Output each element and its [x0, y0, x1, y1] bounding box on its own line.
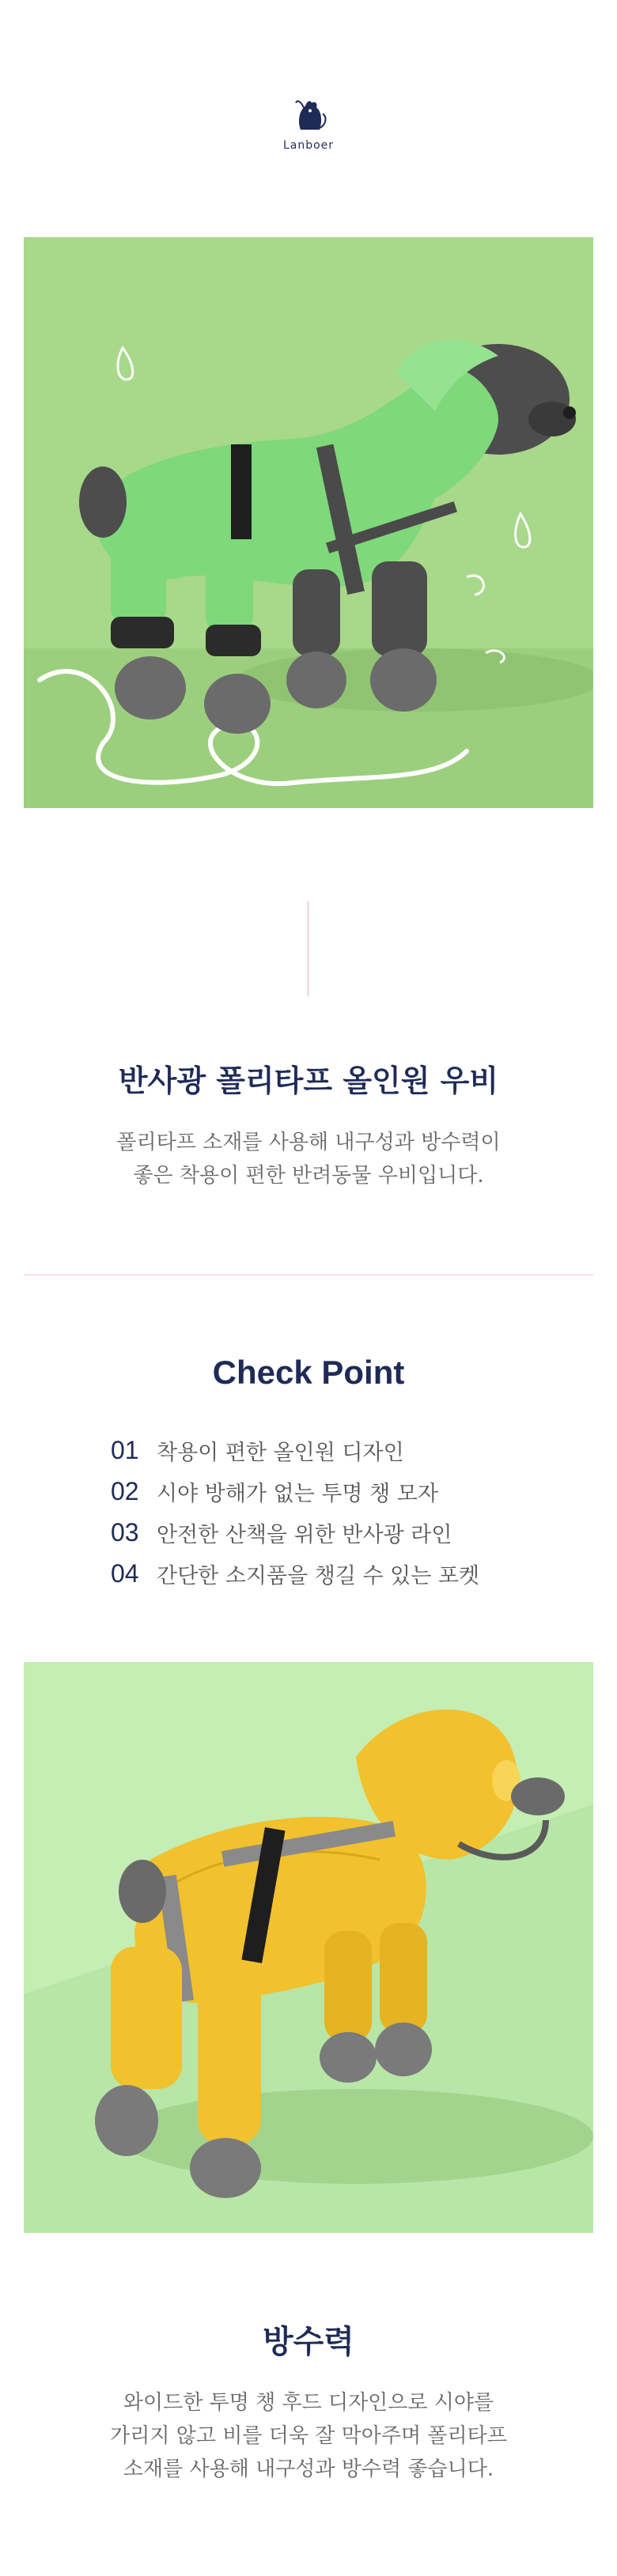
- section2-description: [0, 2386, 617, 2486]
- check-point-item: [111, 1471, 479, 1512]
- product-photo-yellow: [24, 1662, 593, 2233]
- check-point-number: 04: [111, 1558, 139, 1588]
- section1-title: 반사광 폴리타프 올인원 우비: [118, 1063, 499, 1098]
- check-point-title: Check Point: [212, 1354, 405, 1391]
- section2-title: 방수력: [263, 2324, 354, 2360]
- check-point-item: [111, 1512, 479, 1553]
- product-photo-green: [24, 237, 593, 808]
- check-point-number: 02: [111, 1476, 139, 1505]
- check-point-item: [111, 1430, 479, 1471]
- check-point-text: 간단한 소지품을 챙길 수 있는 포켓: [157, 1563, 480, 1588]
- check-point-number: 03: [111, 1517, 139, 1547]
- section2-desc-line-1: 와이드한 투명 챙 후드 디자인으로 시야를: [123, 2391, 494, 2415]
- check-point-text: 착용이 편한 올인원 디자인: [157, 1440, 404, 1465]
- check-point-number: 01: [111, 1435, 139, 1464]
- check-point-text: 시야 방해가 없는 투명 챙 모자: [157, 1481, 438, 1506]
- section2-desc-line-2: 가리지 않고 비를 더욱 잘 막아주며 폴리타프: [110, 2424, 507, 2448]
- cat-logo-icon: [286, 93, 331, 138]
- brand-name: Lanboer: [282, 139, 335, 152]
- section1-description: [0, 1126, 617, 1192]
- brand-logo: [269, 93, 348, 180]
- section1-desc-line-1: 폴리타프 소재를 사용해 내구성과 방수력이: [116, 1131, 501, 1154]
- section2-desc-line-3: 소재를 사용해 내구성과 방수력 좋습니다.: [123, 2457, 494, 2481]
- section1-desc-line-2: 좋은 착용이 편한 반려동물 우비입니다.: [133, 1164, 484, 1188]
- check-point-list: [111, 1430, 479, 1594]
- check-point-item: [111, 1553, 479, 1594]
- check-point-text: 안전한 산책을 위한 반사광 라인: [157, 1522, 452, 1547]
